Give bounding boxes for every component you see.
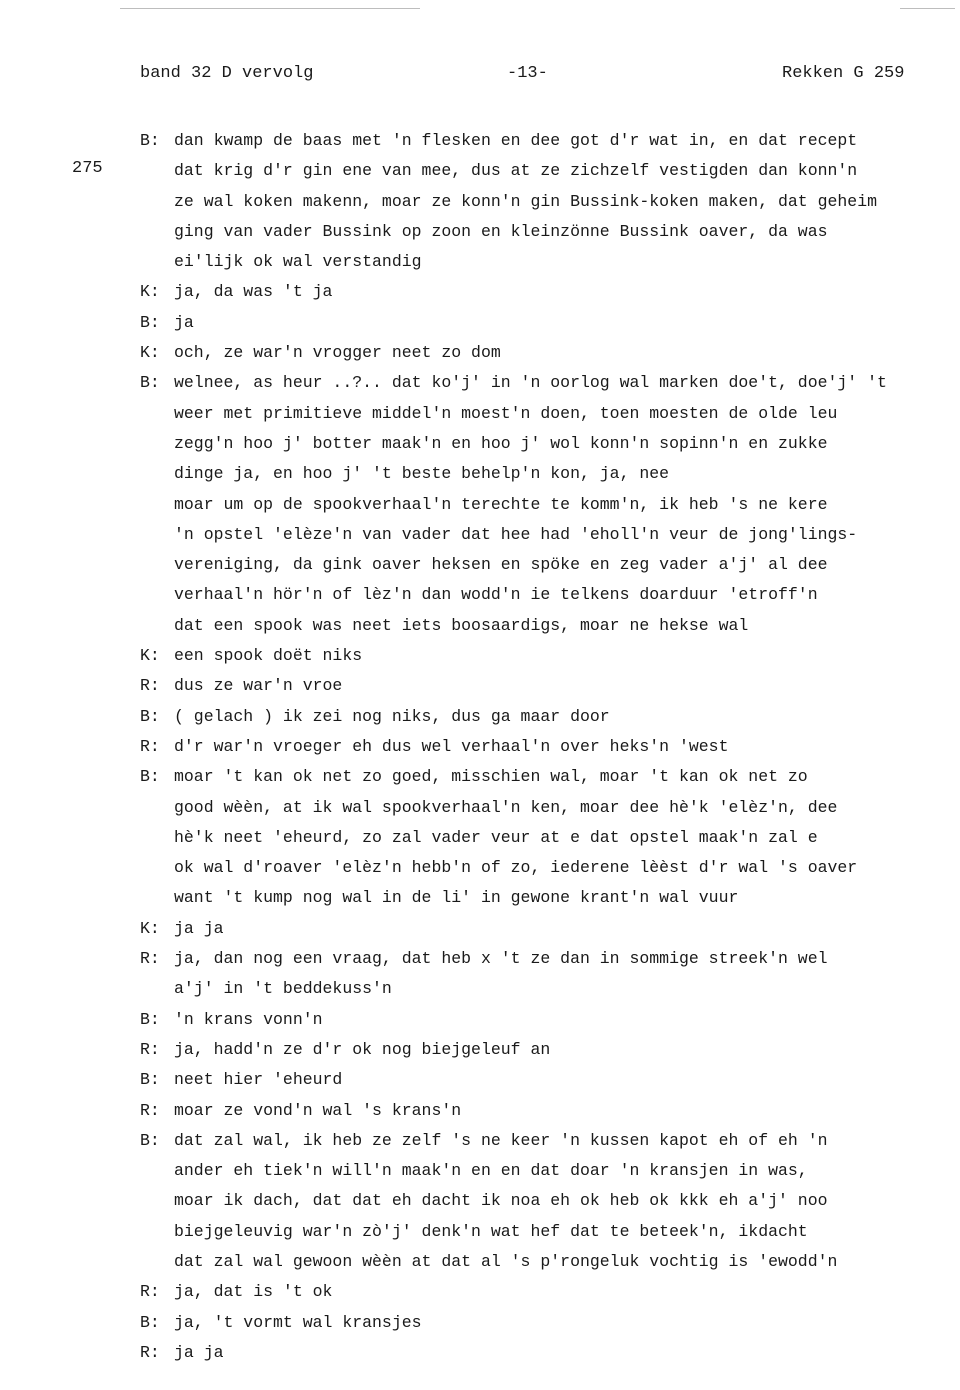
line-text: moar 't kan ok net zo goed, misschien wal, moar 't kan ok net zo: [174, 767, 808, 787]
line-text: ja: [174, 312, 194, 332]
line-text: welnee, as heur ..?.. dat ko'j' in 'n oorlog wal marken doe't, doe'j' 't: [174, 373, 887, 393]
transcript-line: [140, 490, 955, 520]
line-text: dat krig d'r gin ene van mee, dus at ze zichzelf vestigden dan konn'n: [174, 161, 858, 181]
transcript-line: [140, 1156, 955, 1186]
line-text: ja ja: [174, 1342, 224, 1362]
line-text: dat zal wal, ik heb ze zelf 's ne keer 'n kussen kapot eh of eh 'n: [174, 1130, 828, 1150]
line-text: moar um op de spookverhaal'n terechte te komm'n, ik heb 's ne kere: [174, 494, 828, 514]
speaker-label: R:: [140, 736, 160, 756]
speaker-label: B:: [140, 131, 160, 150]
line-text: dan kwamp de baas met 'n flesken en dee got d'r wat in, en dat recept: [174, 131, 858, 150]
transcript-line: [140, 732, 955, 762]
speaker-label: R:: [140, 1342, 160, 1362]
scan-top-rule: [120, 8, 420, 9]
line-text: moar ik dach, dat dat eh dacht ik noa eh ok heb ok kkk eh a'j' noo: [174, 1191, 828, 1211]
line-text: dat een spook was neet iets boosaardigs, moar ne hekse wal: [174, 615, 749, 635]
line-text: verhaal'n hör'n of lèz'n dan wodd'n ie telkens doarduur 'etroff'n: [174, 585, 818, 605]
transcript-line: [140, 1277, 955, 1307]
transcript-line: [140, 974, 955, 1004]
speaker-label: B:: [140, 1130, 160, 1150]
line-text: dinge ja, en hoo j' 't beste behelp'n kon, ja, nee: [174, 464, 670, 484]
line-text: een spook doët niks: [174, 646, 363, 666]
transcript-line: [140, 580, 955, 610]
transcript-line: [140, 762, 955, 792]
line-text: a'j' in 't beddekuss'n: [174, 979, 392, 999]
line-text: ja, hadd'n ze d'r ok nog biejgeleuf an: [174, 1039, 551, 1059]
speaker-label: R:: [140, 949, 160, 969]
line-text: biejgeleuvig war'n zò'j' denk'n wat hef dat te beteek'n, ikdacht: [174, 1221, 808, 1241]
line-text: ja, 't vormt wal kransjes: [174, 1312, 422, 1332]
line-text: weer met primitieve middel'n moest'n doen, toen moesten de olde leu: [174, 403, 838, 423]
transcript-line: [140, 520, 955, 550]
line-text: ja, da was 't ja: [174, 282, 333, 302]
speaker-label: B:: [140, 1070, 160, 1090]
speaker-label: B:: [140, 706, 160, 726]
line-text: zegg'n hoo j' botter maak'n en hoo j' wol konn'n sopinn'n en zukke: [174, 433, 828, 453]
transcript-line: [140, 793, 955, 823]
speaker-label: B:: [140, 767, 160, 787]
transcript-line: [140, 702, 955, 732]
line-text: och, ze war'n vrogger neet zo dom: [174, 343, 501, 363]
transcript-line: [140, 1217, 955, 1247]
transcript-line: [140, 883, 955, 913]
transcript-line: [140, 1186, 955, 1216]
line-text: hè'k neet 'eheurd, zo zal vader veur at e dat opstel maak'n zal e: [174, 827, 818, 847]
line-text: want 't kump nog wal in de li' in gewone krant'n wal vuur: [174, 888, 739, 908]
speaker-label: K:: [140, 282, 160, 302]
transcript-line: [140, 671, 955, 701]
line-text: vereniging, da gink oaver heksen en spöke en zeg vader a'j' al dee: [174, 555, 828, 575]
line-text: 'n opstel 'elèze'n van vader dat hee had 'eholl'n veur de jong'lings-: [174, 524, 858, 544]
transcript-line: [140, 641, 955, 671]
transcript-line: [140, 308, 955, 338]
line-text: good wèèn, at ik wal spookverhaal'n ken, moar dee hè'k 'elèz'n, dee: [174, 797, 838, 817]
speaker-label: B:: [140, 1312, 160, 1332]
line-text: d'r war'n vroeger eh dus wel verhaal'n over heks'n 'west: [174, 736, 729, 756]
line-text: moar ze vond'n wal 's krans'n: [174, 1100, 462, 1120]
speaker-label: R:: [140, 1100, 160, 1120]
transcript-line: [140, 277, 955, 307]
transcript-line: [140, 156, 955, 186]
line-text: neet hier 'eheurd: [174, 1070, 343, 1090]
transcript-line: [140, 368, 955, 398]
transcript-body: [140, 126, 955, 1368]
transcript-line: [140, 459, 955, 489]
line-text: ei'lijk ok wal verstandig: [174, 252, 422, 272]
transcript-line: [140, 399, 955, 429]
line-text: ( gelach ) ik zei nog niks, dus ga maar door: [174, 706, 610, 726]
transcript-line: [140, 126, 955, 156]
line-text: dat zal wal gewoon wèèn at dat al 's p'rongeluk vochtig is 'ewodd'n: [174, 1251, 838, 1271]
transcript-line: [140, 914, 955, 944]
transcript-line: [140, 1005, 955, 1035]
speaker-label: B:: [140, 312, 160, 332]
line-text: ging van vader Bussink op zoon en kleinzönne Bussink oaver, da was: [174, 221, 828, 241]
transcript-line: [140, 1338, 955, 1368]
transcript-line: [140, 187, 955, 217]
page-number: -13-: [507, 64, 548, 83]
speaker-label: K:: [140, 918, 160, 938]
transcript-line: [140, 853, 955, 883]
header-left: band 32 D vervolg: [140, 64, 314, 83]
transcript-line: [140, 1308, 955, 1338]
line-text: dus ze war'n vroe: [174, 676, 343, 696]
speaker-label: B:: [140, 1009, 160, 1029]
transcript-line: [140, 247, 955, 277]
speaker-label: K:: [140, 343, 160, 363]
transcript-line: [140, 217, 955, 247]
header-right: Rekken G 259: [782, 64, 905, 83]
line-text: ok wal d'roaver 'elèz'n hebb'n of zo, iederene lèèst d'r wal 's oaver: [174, 858, 858, 878]
transcript-line: [140, 1247, 955, 1277]
speaker-label: R:: [140, 1039, 160, 1059]
transcript-line: [140, 1126, 955, 1156]
speaker-label: R:: [140, 1282, 160, 1302]
line-text: ze wal koken makenn, moar ze konn'n gin Bussink-koken maken, dat geheim: [174, 191, 878, 211]
line-text: ja, dat is 't ok: [174, 1282, 333, 1302]
transcript-line: [140, 338, 955, 368]
line-text: ja, dan nog een vraag, dat heb x 't ze dan in sommige streek'n wel: [174, 949, 828, 969]
transcript-line: [140, 1035, 955, 1065]
transcript-line: [140, 1096, 955, 1126]
transcript-line: [140, 550, 955, 580]
margin-counter-number: 275: [72, 159, 103, 178]
transcript-line: [140, 823, 955, 853]
line-text: ja ja: [174, 918, 224, 938]
transcript-line: [140, 944, 955, 974]
transcript-line: [140, 1065, 955, 1095]
line-text: 'n krans vonn'n: [174, 1009, 323, 1029]
transcript-line: [140, 429, 955, 459]
speaker-label: B:: [140, 373, 160, 393]
speaker-label: K:: [140, 646, 160, 666]
transcript-line: [140, 611, 955, 641]
line-text: ander eh tiek'n will'n maak'n en en dat doar 'n kransjen in was,: [174, 1161, 808, 1181]
scan-top-rule-right: [900, 8, 955, 9]
speaker-label: R:: [140, 676, 160, 696]
